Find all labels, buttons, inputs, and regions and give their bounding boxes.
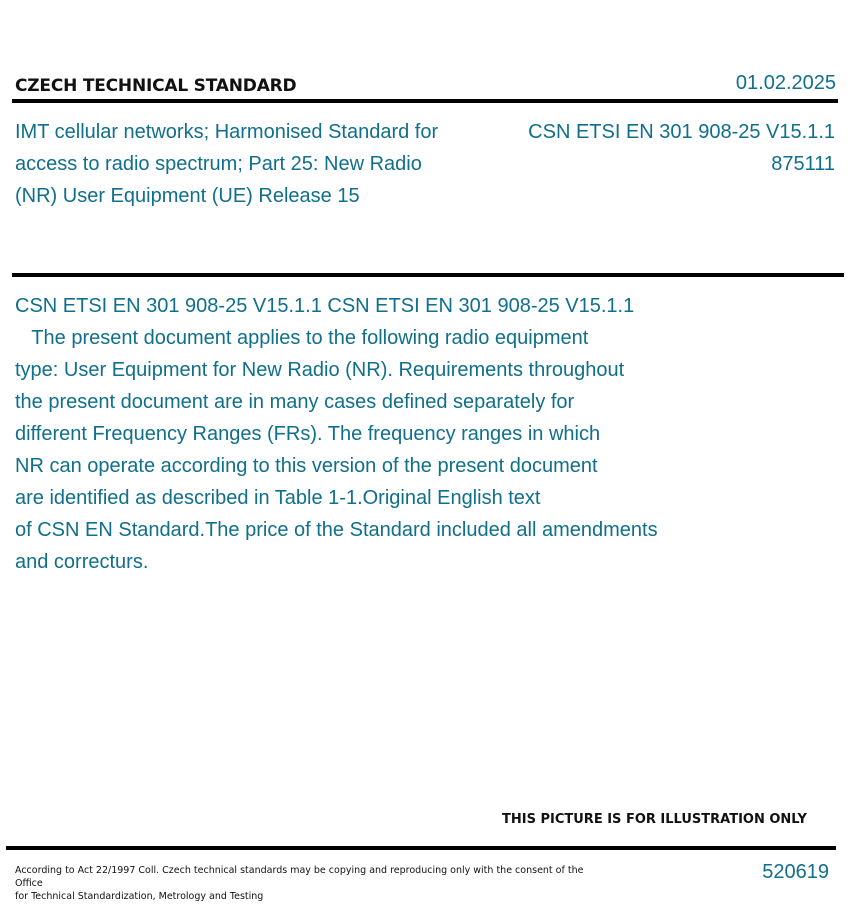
standard-title-line: access to radio spectrum; Part 25: New Radio <box>15 153 422 175</box>
description-line: are identified as described in Table 1-1.Original English text <box>15 487 541 509</box>
description-line: CSN ETSI EN 301 908-25 V15.1.1 CSN ETSI EN 301 908-25 V15.1.1 <box>15 295 635 317</box>
description-line: different Frequency Ranges (FRs). The frequency ranges in which <box>15 423 601 445</box>
standard-title-line: (NR) User Equipment (UE) Release 15 <box>15 185 360 207</box>
description-line: NR can operate according to this version of the present document <box>15 455 598 477</box>
standard-identifier <box>528 116 835 180</box>
description-line: The present document applies to the following radio equipment <box>15 327 589 349</box>
standard-code: CSN ETSI EN 301 908-25 V15.1.1 <box>528 121 835 143</box>
standard-description <box>15 290 835 578</box>
publication-date: 01.02.2025 <box>735 72 836 94</box>
legal-notice-line: According to Act 22/1997 Coll. Czech technical standards may be copying and reproducing only with the consent of the Office <box>15 865 584 889</box>
description-line: type: User Equipment for New Radio (NR). Requirements throughout <box>15 359 625 381</box>
legal-notice-line: for Technical Standardization, Metrology and Testing <box>15 891 264 902</box>
legal-notice <box>15 864 595 903</box>
description-line: and correcturs. <box>15 551 149 573</box>
description-line: of CSN EN Standard.The price of the Standard included all amendments <box>15 519 658 541</box>
catalog-number: 875111 <box>771 153 835 175</box>
description-line: the present document are in many cases defined separately for <box>15 391 575 413</box>
standard-title <box>15 116 485 212</box>
header-divider <box>12 99 838 103</box>
standard-title-line: IMT cellular networks; Harmonised Standard for <box>15 121 439 143</box>
illustration-disclaimer: THIS PICTURE IS FOR ILLUSTRATION ONLY <box>502 812 807 827</box>
section-divider <box>12 273 844 277</box>
footer-divider <box>6 846 836 850</box>
document-number: 520619 <box>762 861 829 883</box>
document-type-title: CZECH TECHNICAL STANDARD <box>15 76 297 96</box>
